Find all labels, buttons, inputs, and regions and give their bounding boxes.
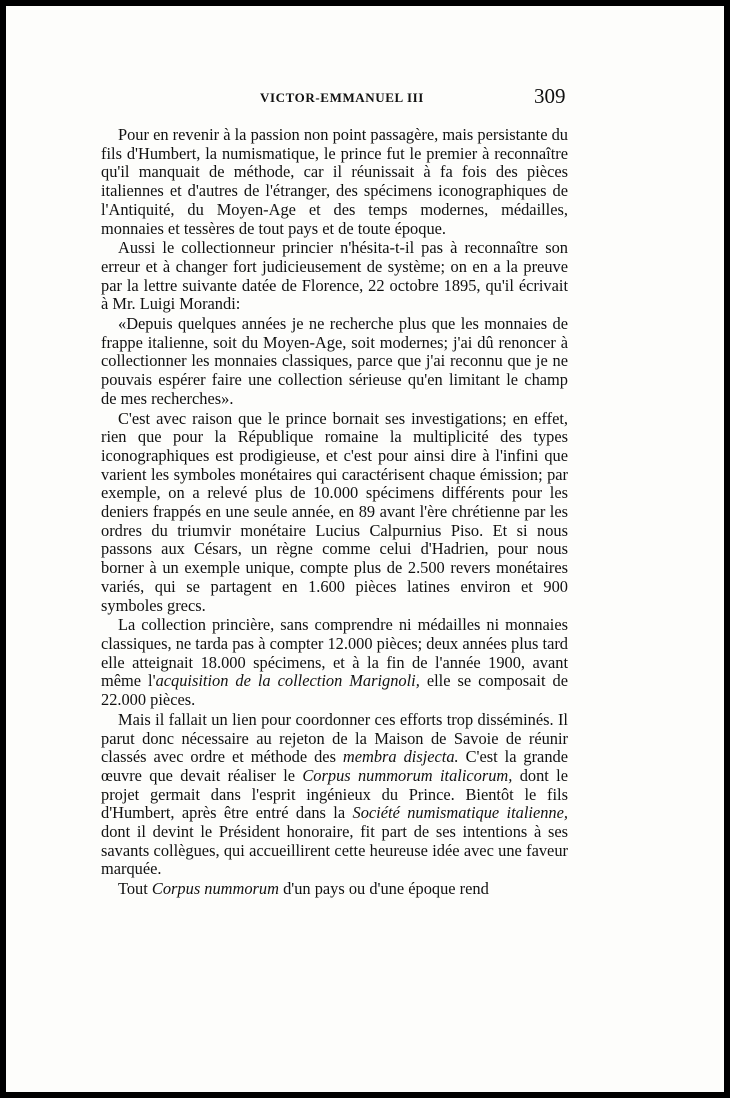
italic-run: membra disjecta.	[342, 747, 459, 767]
running-title: VICTOR-EMMANUEL III	[260, 90, 424, 105]
text-run: dont il devint le Président honoraire, fit part de ses intentions à ses savants collègues, qui accueillirent cette heureuse idée avec une faveur marquée.	[101, 822, 568, 879]
text-run: C'est avec raison que le prince bornait ses investigations; en effet, rien que pour la République romaine la multiplicité des types iconographiques est prodigieuse, et c'est pour ainsi dire à l'infini que varient les symboles monétaires qui caractérisent chaque émission; par exemple, on a relevé plus de 10.000 spécimens différents pour les deniers frappés en une seule année, en 89 avant l'ère chrétienne par les ordres du triumvir monétaire Lucius Calpurnius Piso. Et si nous passons aux Césars, un règne comme celui d'Hadrien, pour nous borner à un exemple unique, compte plus de 2.500 revers monétaires variés, qui se partagent en 1.600 pièces latines environ et 900 symboles grecs.	[101, 408, 568, 615]
paragraph	[101, 315, 568, 409]
text-body	[101, 126, 568, 899]
text-run: Aussi le collectionneur princier n'hésita-t-il pas à reconnaître son erreur et à changer fort judicieusement de système; on en a la preuve par la lettre suivante datée de Florence, 22 octobre 1895, qu'il écrivait à Mr. Luigi Morandi:	[101, 238, 568, 314]
text-run: C'est la grande œuvre que devait réaliser le	[101, 747, 569, 785]
text-run: elle se composait de 22.000 pièces.	[101, 671, 569, 710]
paragraph	[101, 880, 568, 899]
paragraph	[101, 126, 568, 238]
paragraph	[101, 711, 568, 879]
italic-run: Société numismatique italienne,	[352, 803, 568, 823]
italic-run: Corpus nummorum	[151, 879, 279, 899]
text-run: Pour en revenir à la passion non point passagère, mais persistante du fils d'Humbert, la numismatique, le prince fut le premier à reconnaître qu'il manquait de méthode, car il réunissait à fa fois des pièces italiennes et d'autres de l'étranger, des spécimens iconographiques de l'Antiquité, du Moyen-Age et des temps modernes, médailles, monnaies et tessères de tout pays et de toute époque.	[101, 125, 568, 238]
text-run: d'un pays ou d'une époque rend	[278, 879, 489, 899]
paragraph	[101, 239, 568, 314]
italic-run: Corpus nummorum italicorum,	[302, 765, 513, 785]
italic-run: acquisition de la collection Marignoli,	[155, 671, 420, 691]
text-run: Mais il fallait un lien pour coordonner ces efforts trop disséminés. Il parut donc nécessaire au rejeton de la Maison de Savoie de réunir classés avec ordre et méthode des	[101, 709, 568, 767]
text-run: dont le projet germait dans l'esprit ingénieux du Prince. Bientôt le fils d'Humbert, après être entré dans la	[101, 765, 568, 823]
paragraph	[101, 410, 568, 616]
page-number: 309	[534, 84, 566, 108]
text-run: «Depuis quelques années je ne recherche plus que les monnaies de frappe italienne, soit du Moyen-Age, soit modernes; j'ai dû renoncer à collectionner les monnaies classiques, parce que j'ai reconnu que je ne pouvais espérer faire une collection sérieuse qu'en limitant le champ de mes recherches».	[101, 314, 568, 408]
text-run: La collection princière, sans comprendre ni médailles ni monnaies classiques, ne tarda pas à compter 12.000 pièces; deux années plus tard elle atteignait 18.000 spécimens, et à la fin de l'année 1900, avant même l'	[101, 615, 568, 691]
book-page	[6, 6, 724, 1092]
page-header	[6, 84, 724, 114]
paragraph	[101, 616, 568, 710]
text-run: Tout	[118, 879, 152, 899]
